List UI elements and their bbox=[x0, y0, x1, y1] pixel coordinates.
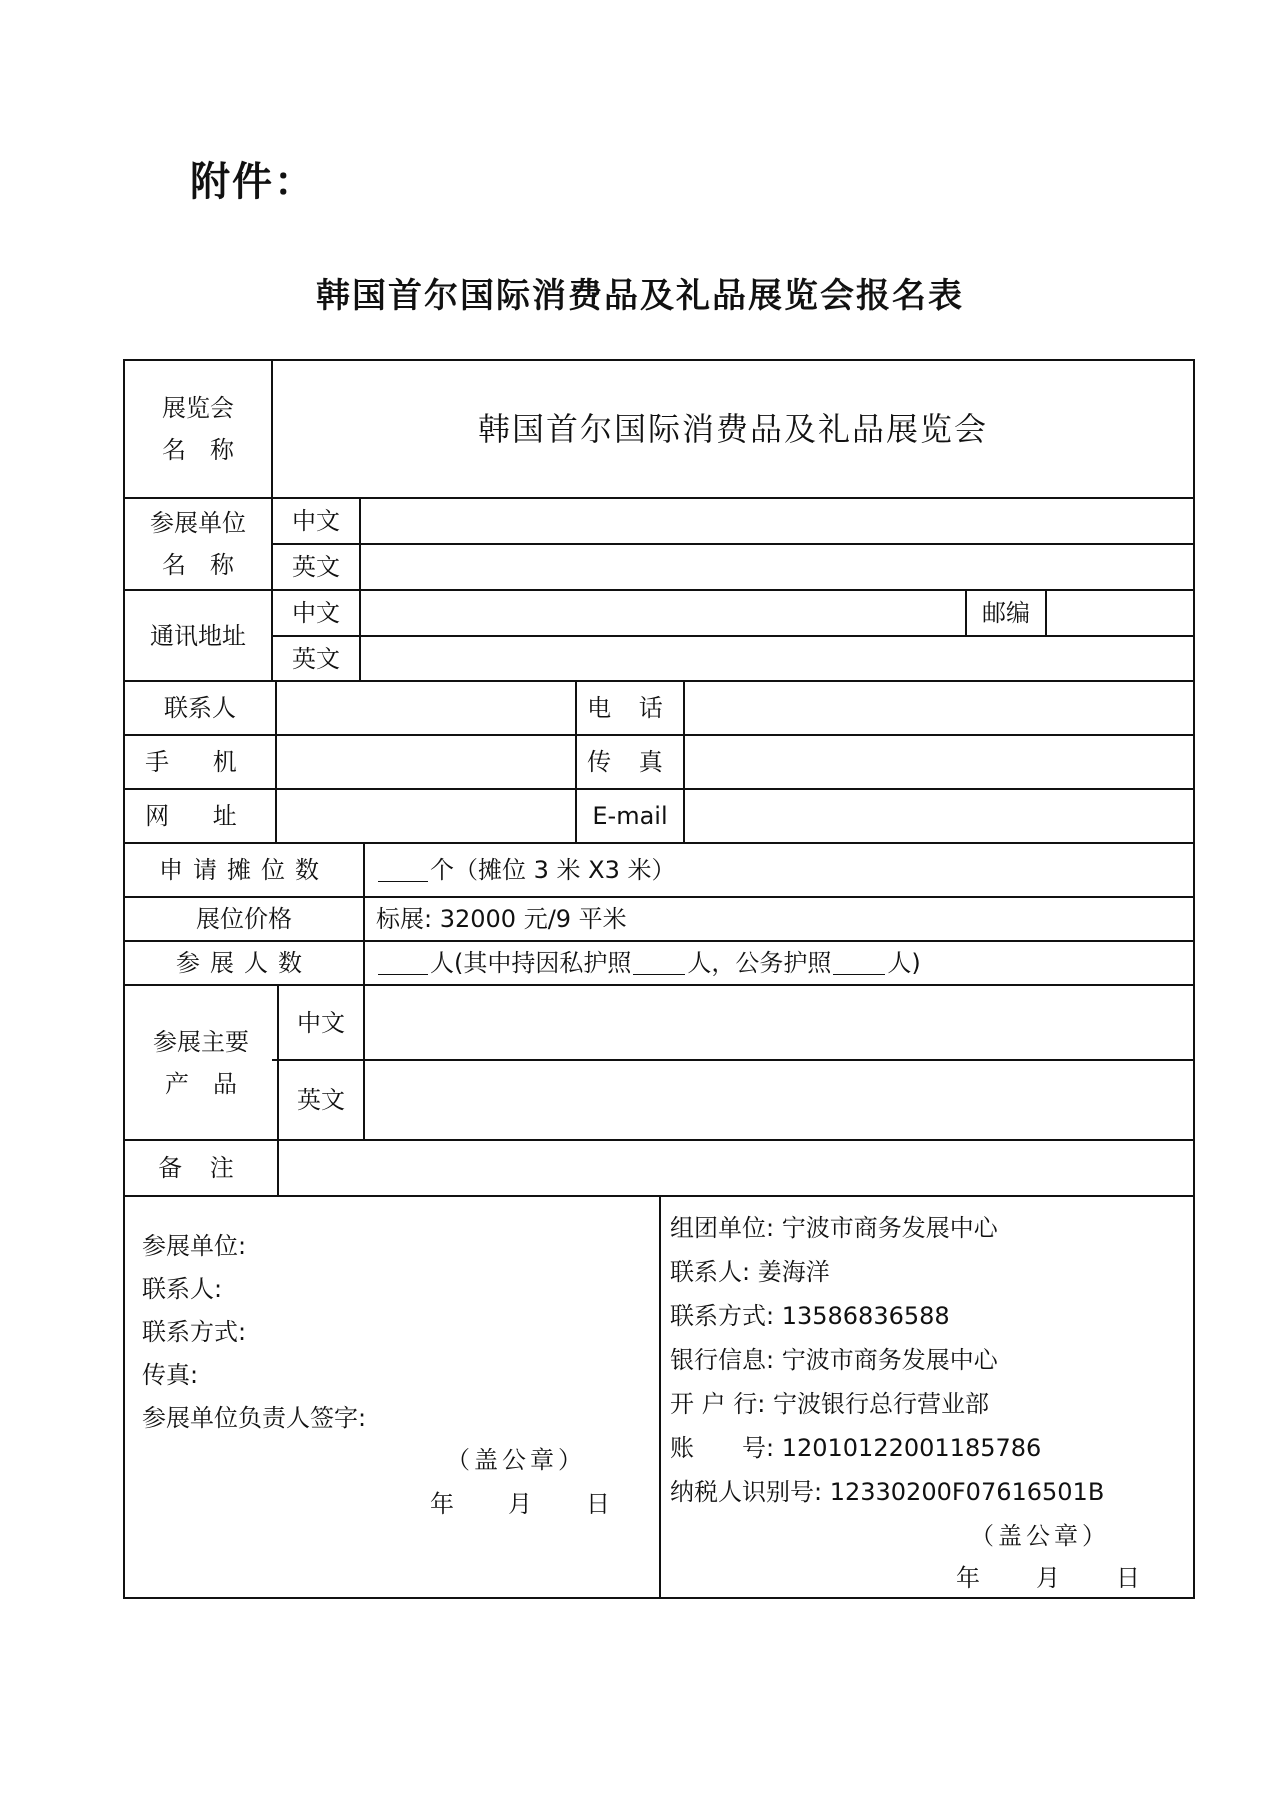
phone-label: 电 话 bbox=[587, 694, 673, 722]
company-en-input[interactable] bbox=[360, 544, 1194, 590]
address-en-label: 英文 bbox=[292, 644, 340, 673]
products-label-line1: 参展主要 bbox=[153, 1027, 249, 1056]
exhibition-label-line2: 名 称 bbox=[162, 436, 234, 464]
right-date-year: 年 bbox=[956, 1564, 980, 1592]
company-label-line2: 名 称 bbox=[162, 551, 234, 579]
booth-price-value: 标展: 32000 元/9 平米 bbox=[376, 905, 627, 933]
company-en-label: 英文 bbox=[292, 553, 340, 581]
bank-info-line: 银行信息: 宁波市商务发展中心 bbox=[670, 1346, 998, 1374]
signer-contact-line: 联系人: bbox=[142, 1275, 223, 1303]
company-cn-label: 中文 bbox=[292, 507, 340, 535]
left-date-year: 年 bbox=[430, 1490, 454, 1518]
booth-count-unit: 个（摊位 3 米 X3 米） bbox=[430, 856, 676, 884]
signer-company-line: 参展单位: bbox=[142, 1232, 247, 1260]
attendee-close-text: 人) bbox=[887, 949, 921, 977]
left-date-month: 月 bbox=[508, 1490, 532, 1518]
attendee-official-text: 人，公务护照 bbox=[687, 949, 832, 977]
products-label-line2: 产 品 bbox=[165, 1069, 237, 1098]
booth-count-label: 申请摊位数 bbox=[159, 856, 329, 884]
remarks-label: 备 注 bbox=[158, 1154, 244, 1182]
fax-input[interactable] bbox=[684, 735, 1194, 789]
attendee-total-blank[interactable] bbox=[378, 952, 428, 975]
exhibition-name-label bbox=[124, 360, 272, 498]
website-label: 网 址 bbox=[145, 802, 255, 830]
company-label-line1: 参展单位 bbox=[150, 509, 246, 537]
products-en-label: 英文 bbox=[297, 1086, 345, 1114]
attendee-private-text: 人(其中持因私护照 bbox=[430, 949, 632, 977]
signer-signature-line: 参展单位负责人签字: bbox=[142, 1404, 367, 1432]
signer-method-line: 联系方式: bbox=[142, 1318, 247, 1346]
address-label: 通讯地址 bbox=[150, 621, 246, 650]
bank-branch-line: 开 户 行: 宁波银行总行营业部 bbox=[670, 1390, 989, 1418]
products-en-input[interactable] bbox=[364, 1060, 1194, 1140]
company-cn-input[interactable] bbox=[360, 498, 1194, 544]
organizer-line: 组团单位: 宁波市商务发展中心 bbox=[670, 1214, 998, 1242]
left-official-seal: （盖公章） bbox=[446, 1446, 586, 1474]
address-cn-input[interactable] bbox=[360, 590, 966, 636]
postcode-label: 邮编 bbox=[982, 599, 1030, 627]
address-en-input[interactable] bbox=[360, 636, 1194, 681]
company-name-label bbox=[124, 498, 272, 590]
postcode-input[interactable] bbox=[1046, 590, 1194, 636]
products-cn-input[interactable] bbox=[364, 985, 1194, 1060]
products-cn-label: 中文 bbox=[297, 1008, 345, 1037]
email-input[interactable] bbox=[684, 789, 1194, 843]
email-label: E-mail bbox=[592, 802, 668, 830]
website-input[interactable] bbox=[276, 789, 576, 843]
exhibition-name-value: 韩国首尔国际消费品及礼品展览会 bbox=[477, 410, 988, 448]
attachment-label: 附件： bbox=[190, 159, 316, 205]
attendee-private-blank[interactable] bbox=[633, 952, 685, 975]
contact-input[interactable] bbox=[276, 681, 576, 735]
contact-label: 联系人 bbox=[164, 694, 236, 722]
products-label bbox=[124, 985, 278, 1140]
right-date-day: 日 bbox=[1116, 1564, 1140, 1592]
attendee-official-blank[interactable] bbox=[833, 952, 885, 975]
mobile-label: 手 机 bbox=[145, 748, 255, 776]
phone-input[interactable] bbox=[684, 681, 1194, 735]
bank-account-line: 账 号: 12010122001185786 bbox=[670, 1434, 1042, 1462]
form-title: 韩国首尔国际消费品及礼品展览会报名表 bbox=[316, 276, 964, 316]
right-date-month: 月 bbox=[1036, 1564, 1060, 1592]
organizer-contact-line: 联系人: 姜海洋 bbox=[670, 1258, 830, 1286]
booth-count-blank[interactable] bbox=[378, 859, 428, 882]
organizer-phone-line: 联系方式: 13586836588 bbox=[670, 1302, 950, 1330]
address-cn-label: 中文 bbox=[292, 599, 340, 627]
booth-price-label: 展位价格 bbox=[196, 905, 292, 933]
fax-label: 传 真 bbox=[587, 748, 673, 776]
left-date-day: 日 bbox=[586, 1490, 610, 1518]
remarks-input[interactable] bbox=[278, 1140, 1194, 1196]
booth-count-field[interactable] bbox=[376, 843, 1186, 897]
mobile-input[interactable] bbox=[276, 735, 576, 789]
attendee-count-label: 参展人数 bbox=[176, 949, 312, 977]
exhibition-label-line1: 展览会 bbox=[162, 394, 234, 422]
signer-fax-line: 传真: bbox=[142, 1361, 199, 1389]
attendee-count-field[interactable] bbox=[376, 941, 1186, 985]
right-official-seal: （盖公章） bbox=[970, 1522, 1110, 1550]
tax-id-line: 纳税人识别号: 12330200F07616501B bbox=[670, 1478, 1105, 1506]
